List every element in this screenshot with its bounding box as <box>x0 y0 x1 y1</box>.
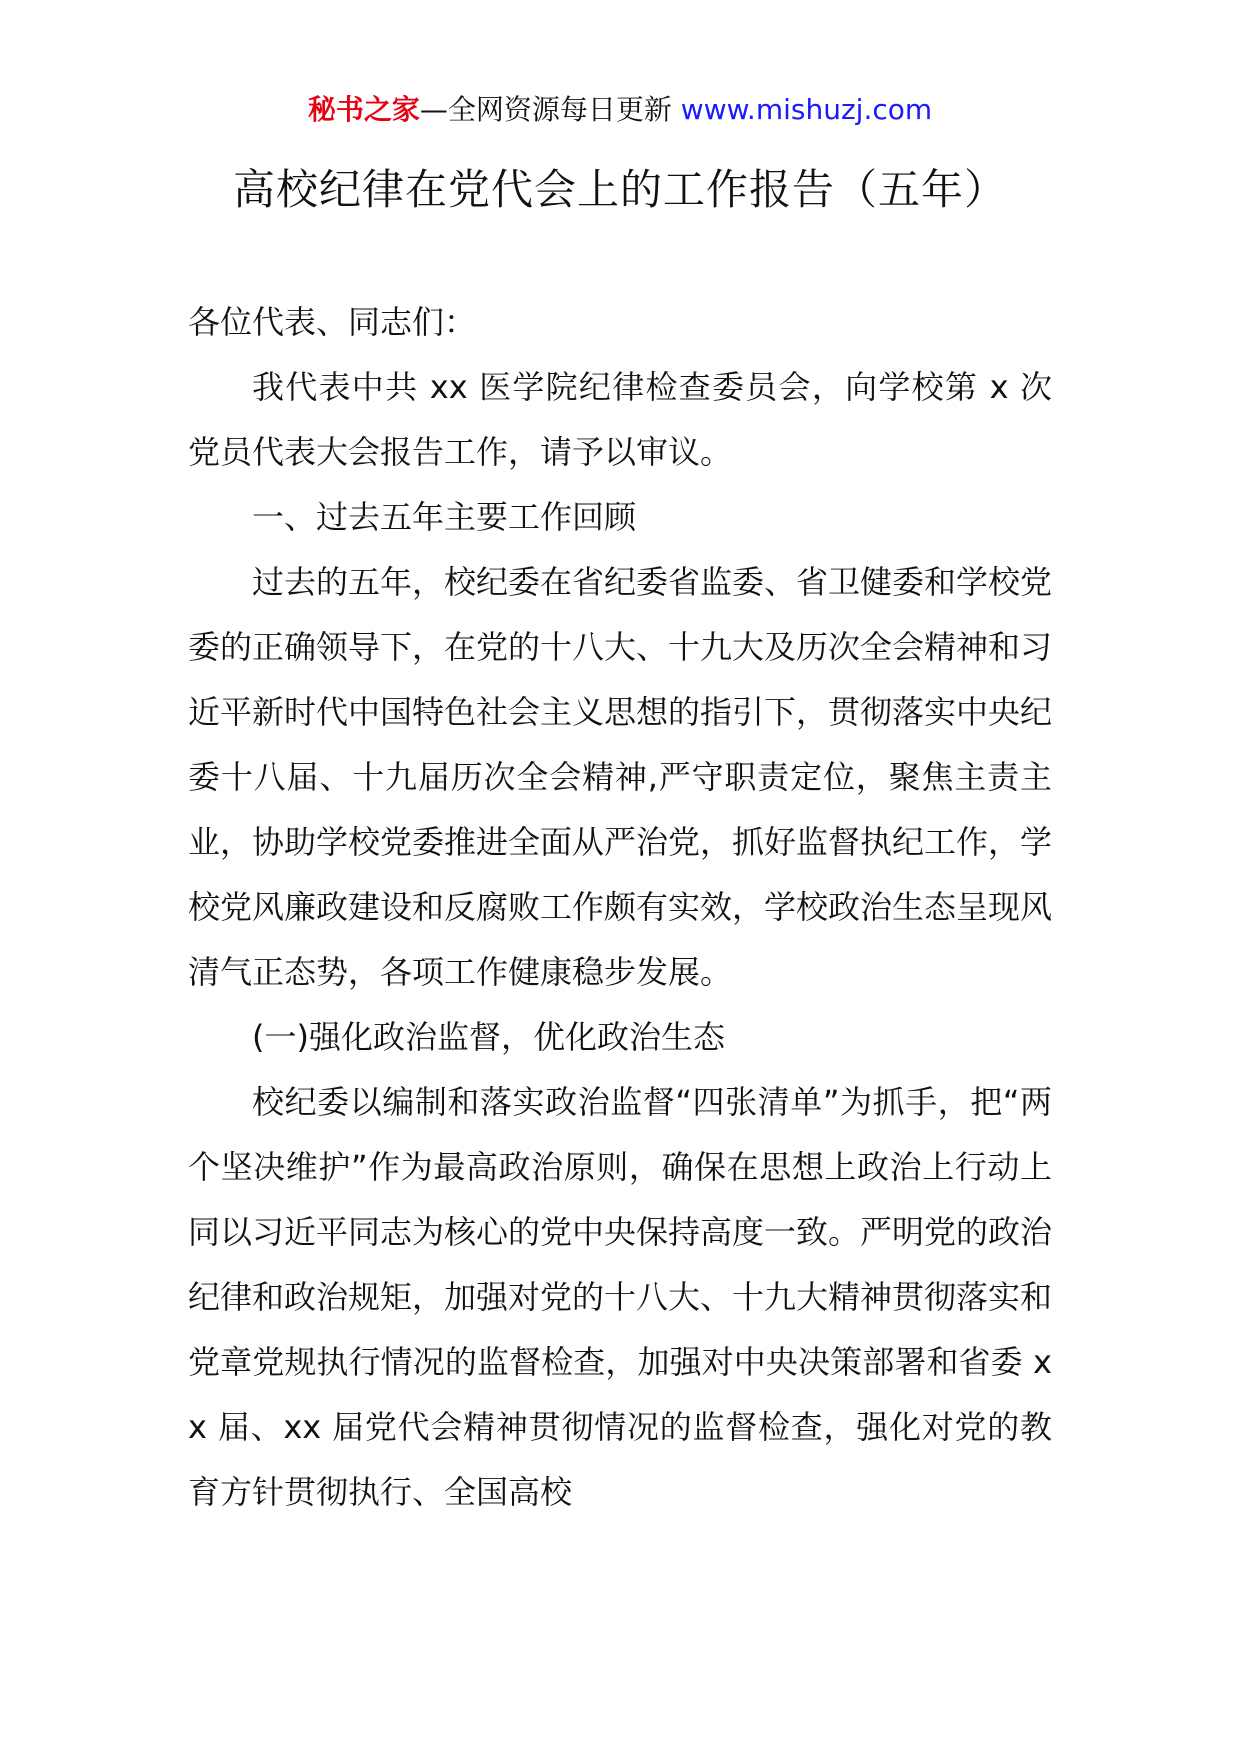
paragraph-review: 过去的五年，校纪委在省纪委省监委、省卫健委和学校党委的正确领导下，在党的十八大、十九大及历次全会精神和习近平新时代中国特色社会主义思想的指引下，贯彻落实中央纪委十八届、十九届历次全会精神,严守职责定位，聚焦主责主业，协助学校党委推进全面从严治党，抓好监督执纪工作，学校党风廉政建设和反腐败工作颇有实效，学校政治生态呈现风清气正态势，各项工作健康稳步发展。 <box>188 563 1053 991</box>
document-body <box>188 290 1052 1525</box>
site-header <box>0 92 1240 128</box>
brand-name: 秘书之家 <box>307 93 420 126</box>
document-title: 高校纪律在党代会上的工作报告（五年） <box>232 165 1007 214</box>
site-url-link[interactable]: www.mishuzj.com <box>680 93 933 126</box>
paragraph-political-supervision: 校纪委以编制和落实政治监督“四张清单”为抓手，把“两个坚决维护”作为最高政治原则，确保在思想上政治上行动上同以习近平同志为核心的党中央保持高度一致。严明党的政治纪律和政治规矩，加强对党的十八大、十九大精神贯彻落实和党章党规执行情况的监督检查，加强对中央决策部署和省委 xx 届、xx 届党代会精神贯彻情况的监督检查，强化对党的教育方针贯彻执行、全国高校 <box>188 1083 1053 1511</box>
subsection-heading: (一)强化政治监督，优化政治生态 <box>252 1018 725 1056</box>
header-slogan: —全网资源每日更新 <box>419 93 672 126</box>
salutation: 各位代表、同志们： <box>188 303 477 341</box>
paragraph-intro: 我代表中共 xx 医学院纪律检查委员会，向学校第 x 次党员代表大会报告工作，请予以审议。 <box>188 368 1052 471</box>
section-heading: 一、过去五年主要工作回顾 <box>252 498 637 536</box>
